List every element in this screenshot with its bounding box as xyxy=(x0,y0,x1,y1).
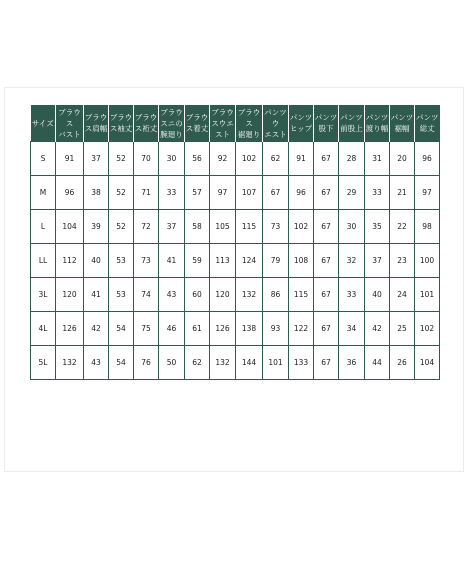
size-label-cell: 3L xyxy=(31,278,56,312)
measurement-cell: 102 xyxy=(236,142,263,176)
measurement-cell: 138 xyxy=(236,312,263,346)
measurement-cell: 67 xyxy=(314,346,339,380)
measurement-cell: 74 xyxy=(134,278,159,312)
table-row xyxy=(31,346,440,380)
header-size: サイズ xyxy=(31,105,56,142)
size-label-cell: 4L xyxy=(31,312,56,346)
measurement-cell: 126 xyxy=(56,312,84,346)
measurement-cell: 42 xyxy=(84,312,109,346)
measurement-cell: 112 xyxy=(56,244,84,278)
measurement-cell: 101 xyxy=(263,346,289,380)
header-blouse-yuki: ブラウ ス裄丈 xyxy=(134,105,159,142)
measurement-cell: 34 xyxy=(339,312,365,346)
table-row xyxy=(31,142,440,176)
measurement-cell: 21 xyxy=(390,176,415,210)
header-blouse-shoulder: ブラウ ス肩幅 xyxy=(84,105,109,142)
measurement-cell: 67 xyxy=(314,244,339,278)
measurement-cell: 73 xyxy=(263,210,289,244)
size-label-cell: L xyxy=(31,210,56,244)
measurement-cell: 37 xyxy=(365,244,390,278)
measurement-cell: 91 xyxy=(56,142,84,176)
header-pants-front-rise: パンツ 前股上 xyxy=(339,105,365,142)
measurement-cell: 96 xyxy=(289,176,314,210)
measurement-cell: 28 xyxy=(339,142,365,176)
measurement-cell: 120 xyxy=(56,278,84,312)
measurement-cell: 54 xyxy=(109,312,134,346)
measurement-cell: 61 xyxy=(185,312,210,346)
measurement-cell: 104 xyxy=(56,210,84,244)
header-blouse-bust: ブラウス バスト xyxy=(56,105,84,142)
measurement-cell: 86 xyxy=(263,278,289,312)
measurement-cell: 124 xyxy=(236,244,263,278)
measurement-cell: 105 xyxy=(210,210,236,244)
measurement-cell: 70 xyxy=(134,142,159,176)
measurement-cell: 126 xyxy=(210,312,236,346)
measurement-cell: 132 xyxy=(236,278,263,312)
measurement-cell: 38 xyxy=(84,176,109,210)
header-pants-inseam: パンツ 股下 xyxy=(314,105,339,142)
measurement-cell: 120 xyxy=(210,278,236,312)
measurement-cell: 54 xyxy=(109,346,134,380)
measurement-cell: 35 xyxy=(365,210,390,244)
table-row xyxy=(31,312,440,346)
measurement-cell: 73 xyxy=(134,244,159,278)
measurement-cell: 79 xyxy=(263,244,289,278)
table-row xyxy=(31,278,440,312)
measurement-cell: 115 xyxy=(289,278,314,312)
measurement-cell: 46 xyxy=(159,312,185,346)
measurement-cell: 75 xyxy=(134,312,159,346)
size-label-cell: S xyxy=(31,142,56,176)
measurement-cell: 37 xyxy=(159,210,185,244)
measurement-cell: 30 xyxy=(159,142,185,176)
measurement-cell: 56 xyxy=(185,142,210,176)
measurement-cell: 102 xyxy=(415,312,440,346)
measurement-cell: 36 xyxy=(339,346,365,380)
measurement-cell: 23 xyxy=(390,244,415,278)
measurement-cell: 39 xyxy=(84,210,109,244)
measurement-cell: 92 xyxy=(210,142,236,176)
measurement-cell: 67 xyxy=(314,176,339,210)
header-pants-length: パンツ 総丈 xyxy=(415,105,440,142)
measurement-cell: 108 xyxy=(289,244,314,278)
table-row xyxy=(31,244,440,278)
header-blouse-waist: ブラウ スウエ スト xyxy=(210,105,236,142)
header-row xyxy=(31,105,440,142)
measurement-cell: 71 xyxy=(134,176,159,210)
measurement-cell: 40 xyxy=(84,244,109,278)
measurement-cell: 62 xyxy=(263,142,289,176)
measurement-cell: 97 xyxy=(415,176,440,210)
measurement-cell: 44 xyxy=(365,346,390,380)
measurement-cell: 40 xyxy=(365,278,390,312)
measurement-cell: 22 xyxy=(390,210,415,244)
measurement-cell: 107 xyxy=(236,176,263,210)
measurement-cell: 67 xyxy=(263,176,289,210)
measurement-cell: 53 xyxy=(109,244,134,278)
table-row xyxy=(31,210,440,244)
measurement-cell: 26 xyxy=(390,346,415,380)
measurement-cell: 52 xyxy=(109,176,134,210)
measurement-cell: 67 xyxy=(314,142,339,176)
measurement-cell: 115 xyxy=(236,210,263,244)
measurement-cell: 133 xyxy=(289,346,314,380)
table-row xyxy=(31,176,440,210)
measurement-cell: 31 xyxy=(365,142,390,176)
measurement-cell: 42 xyxy=(365,312,390,346)
measurement-cell: 60 xyxy=(185,278,210,312)
measurement-cell: 104 xyxy=(415,346,440,380)
measurement-cell: 59 xyxy=(185,244,210,278)
measurement-cell: 76 xyxy=(134,346,159,380)
measurement-cell: 20 xyxy=(390,142,415,176)
measurement-cell: 122 xyxy=(289,312,314,346)
header-pants-waist: パンツウ エスト xyxy=(263,105,289,142)
measurement-cell: 144 xyxy=(236,346,263,380)
measurement-cell: 41 xyxy=(159,244,185,278)
measurement-cell: 32 xyxy=(339,244,365,278)
measurement-cell: 113 xyxy=(210,244,236,278)
measurement-cell: 67 xyxy=(314,278,339,312)
measurement-cell: 67 xyxy=(314,210,339,244)
header-blouse-length: ブラウ ス着丈 xyxy=(185,105,210,142)
measurement-cell: 24 xyxy=(390,278,415,312)
measurement-cell: 52 xyxy=(109,210,134,244)
size-rows xyxy=(31,142,440,380)
header-pants-hem: パンツ 裾幅 xyxy=(390,105,415,142)
header-pants-thigh: パンツ 渡り幅 xyxy=(365,105,390,142)
size-label-cell: 5L xyxy=(31,346,56,380)
header-blouse-arm: ブラウ スニの 腕廻り xyxy=(159,105,185,142)
measurement-cell: 98 xyxy=(415,210,440,244)
measurement-cell: 57 xyxy=(185,176,210,210)
measurement-cell: 58 xyxy=(185,210,210,244)
measurement-cell: 132 xyxy=(56,346,84,380)
measurement-cell: 41 xyxy=(84,278,109,312)
size-chart-table xyxy=(30,105,440,380)
measurement-cell: 33 xyxy=(365,176,390,210)
measurement-cell: 52 xyxy=(109,142,134,176)
measurement-cell: 53 xyxy=(109,278,134,312)
measurement-cell: 29 xyxy=(339,176,365,210)
size-label-cell: M xyxy=(31,176,56,210)
measurement-cell: 72 xyxy=(134,210,159,244)
measurement-cell: 100 xyxy=(415,244,440,278)
measurement-cell: 67 xyxy=(314,312,339,346)
measurement-cell: 33 xyxy=(159,176,185,210)
measurement-cell: 33 xyxy=(339,278,365,312)
measurement-cell: 97 xyxy=(210,176,236,210)
measurement-cell: 101 xyxy=(415,278,440,312)
measurement-cell: 91 xyxy=(289,142,314,176)
size-label-cell: LL xyxy=(31,244,56,278)
measurement-cell: 96 xyxy=(56,176,84,210)
measurement-cell: 50 xyxy=(159,346,185,380)
header-blouse-sleeve: ブラウ ス袖丈 xyxy=(109,105,134,142)
header-blouse-hem: ブラウス 裾廻り xyxy=(236,105,263,142)
measurement-cell: 43 xyxy=(84,346,109,380)
measurement-cell: 132 xyxy=(210,346,236,380)
header-pants-hip: パンツ ヒップ xyxy=(289,105,314,142)
measurement-cell: 93 xyxy=(263,312,289,346)
measurement-cell: 25 xyxy=(390,312,415,346)
measurement-cell: 37 xyxy=(84,142,109,176)
measurement-cell: 30 xyxy=(339,210,365,244)
measurement-cell: 96 xyxy=(415,142,440,176)
measurement-cell: 43 xyxy=(159,278,185,312)
measurement-cell: 62 xyxy=(185,346,210,380)
measurement-cell: 102 xyxy=(289,210,314,244)
